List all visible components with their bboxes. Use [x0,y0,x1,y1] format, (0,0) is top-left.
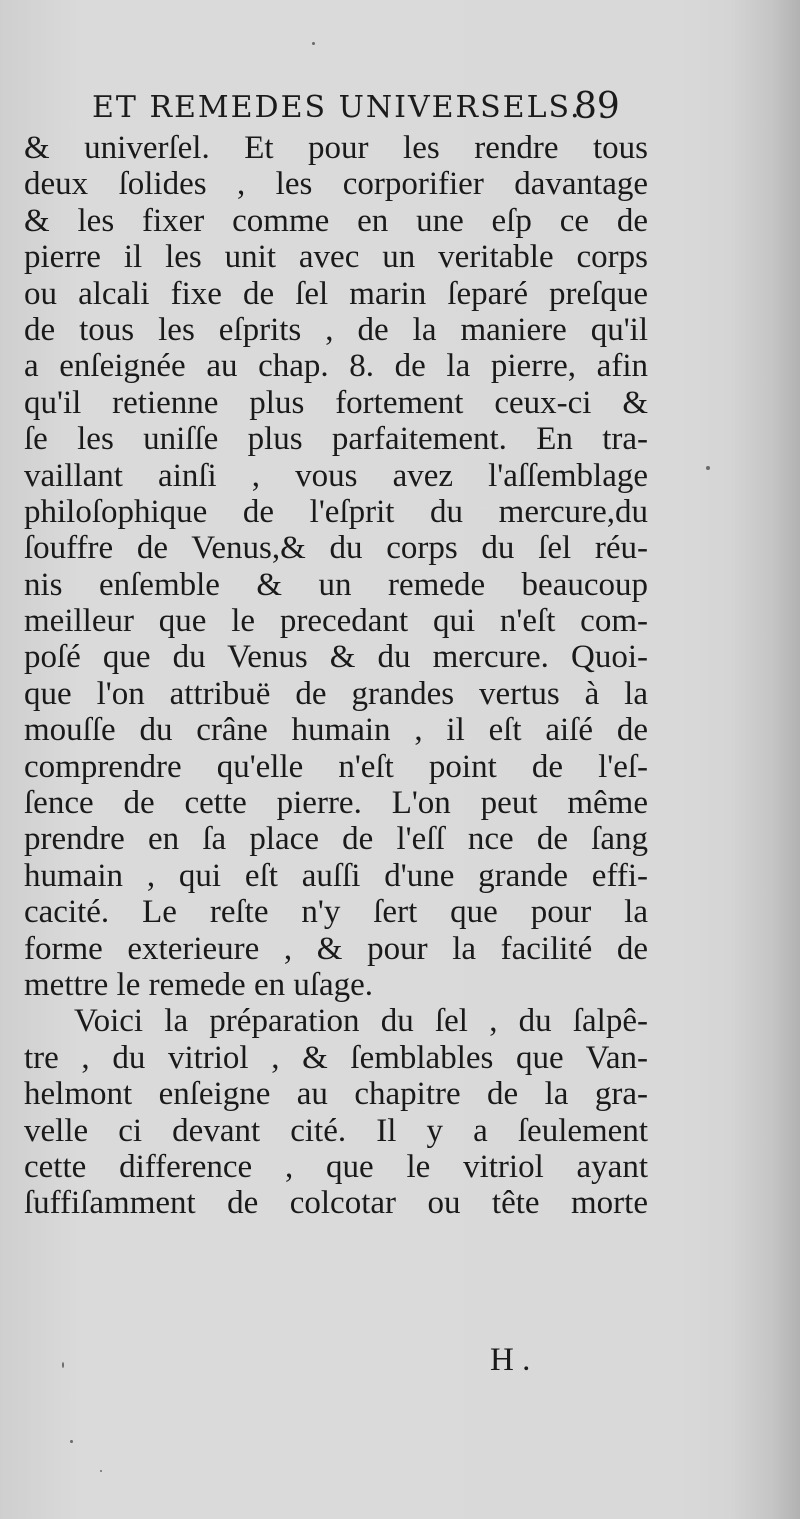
paper-speck [706,466,710,470]
paper-speck [312,42,315,45]
text-line: ſuffiſamment de colcotar ou tête morte [24,1185,648,1222]
text-line: & univerſel. Et pour les rendre tous [24,130,648,166]
text-line: poſé que du Venus & du mercure. Quoi- [24,639,648,676]
page-header [0,86,800,134]
gutter-shadow [730,0,800,1519]
text-line: a enſeignée au chap. 8. de la pierre, afin [24,348,648,385]
text-line: comprendre qu'elle n'eſt point de l'eſ- [24,748,648,785]
text-line: de tous les eſprits , de la maniere qu'il [24,311,648,348]
text-line: ſence de cette pierre. L'on peut même [24,785,648,822]
text-line: nis enſemble & un remede beaucoup [24,566,648,603]
text-line: ou alcali fixe de ſel marin ſeparé preſque [24,275,648,312]
catchword: H . [490,1342,531,1378]
text-line: helmont enſeigne au chapitre de la gra- [24,1076,648,1113]
text-line: velle ci devant cité. Il y a ſeulement [24,1112,648,1149]
text-line: & les fixer comme en une eſp ce de [24,202,648,239]
text-line: prendre en ſa place de l'eſſ nce de ſang [24,821,648,858]
text-line: mouſſe du crâne humain , il eſt aiſé de [24,712,648,749]
text-line: ſe les uniſſe plus parfaitement. En tra- [24,421,648,458]
text-line: deux ſolides , les corporifier davantage [24,166,648,203]
text-line: vaillant ainſi , vous avez l'aſſemblage [24,457,648,494]
text-line: cette difference , que le vitriol ayant [24,1148,648,1185]
text-line-paragraph-start: Voici la préparation du ſel , du ſalpê- [74,1003,648,1040]
text-line: pierre il les unit avec un veritable corps [24,239,648,276]
text-line: qu'il retienne plus fortement ceux-ci & [24,384,648,421]
text-line: cacité. Le reſte n'y ſert que pour la [24,894,648,931]
page-number: 89 [574,86,620,127]
paper-speck [62,1362,64,1368]
text-line: ſouffre de Venus,& du corps du ſel réu- [24,530,648,567]
text-line-paragraph-end: mettre le remede en uſage. [24,966,374,1003]
running-title: ET REMEDES UNIVERSELS. [92,90,582,125]
paper-speck [70,1440,73,1443]
text-line: philoſophique de l'eſprit du mercure,du [24,493,648,530]
text-line: tre , du vitriol , & ſemblables que Van- [24,1039,648,1076]
text-line: que l'on attribuë de grandes vertus à la [24,675,648,712]
body-text [24,130,648,1222]
paper-speck [100,1470,102,1472]
text-line: meilleur que le precedant qui n'eſt com- [24,603,648,640]
text-line: forme exterieure , & pour la facilité de [24,930,648,967]
text-line: humain , qui eſt auſſi d'une grande effi- [24,857,648,894]
